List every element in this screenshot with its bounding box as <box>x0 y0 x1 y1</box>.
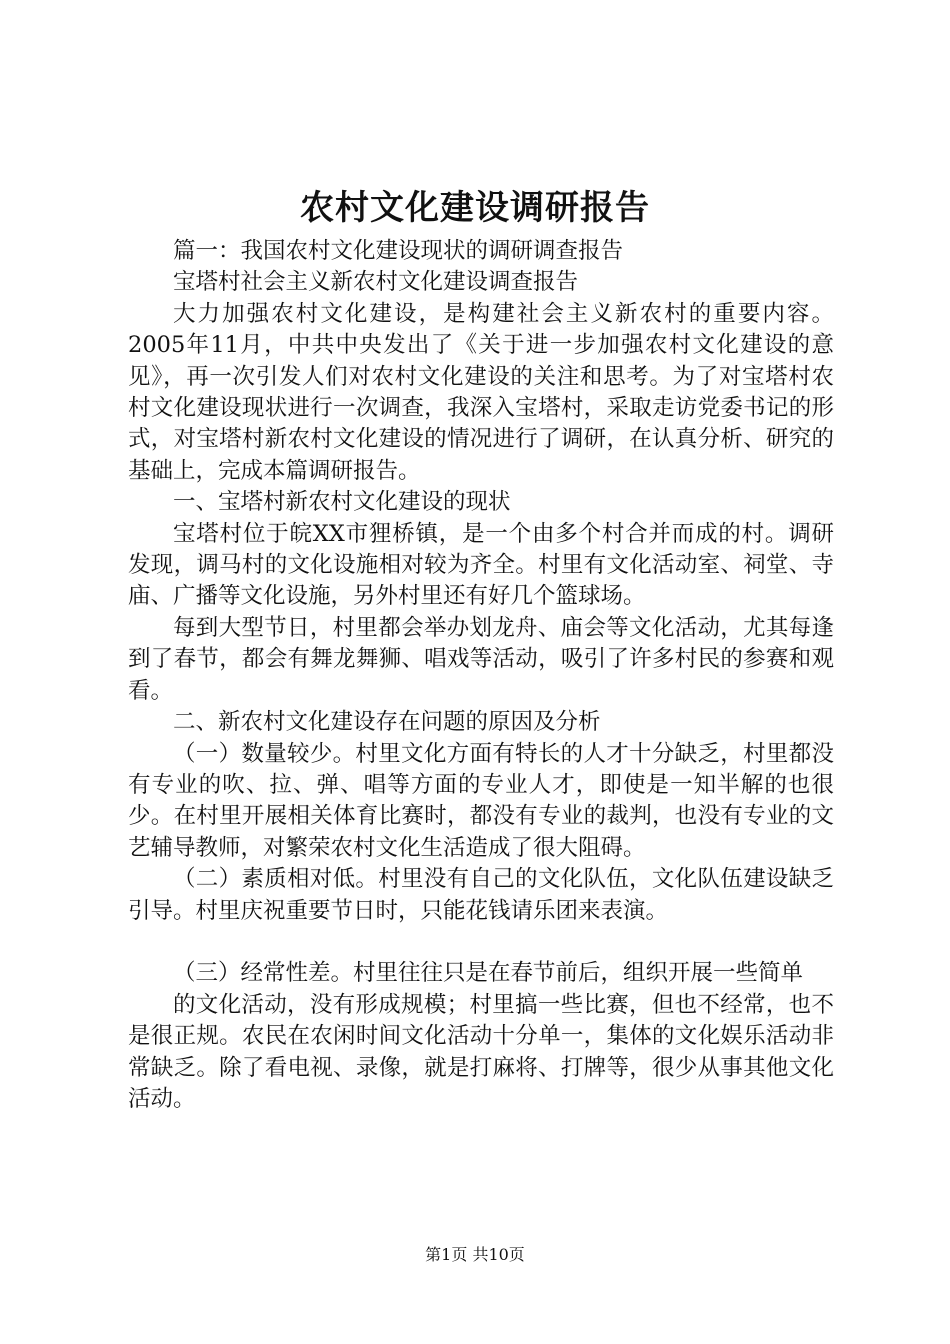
paragraph-8: （三）经常性差。村里往往只是在春节前后，组织开展一些简单 <box>173 960 804 987</box>
document-body <box>128 236 834 1115</box>
section-heading-2: 二、新农村文化建设存在问题的原因及分析 <box>173 709 601 736</box>
paragraph-4: 宝塔村位于皖XX市狸桥镇，是一个由多个村合并而成的村。调研发现，调马村的文化设施相对较为齐全。村里有文化活动室、祠堂、寺庙、广播等文化设施，另外村里还有好几个篮球场。 <box>128 520 834 610</box>
paragraph-5: 每到大型节日，村里都会举办划龙舟、庙会等文化活动，尤其每逢到了春节，都会有舞龙舞狮、唱戏等活动，吸引了许多村民的参赛和观看。 <box>128 614 834 704</box>
section-heading-1: 一、宝塔村新农村文化建设的现状 <box>173 489 511 516</box>
paragraph-1: 篇一：我国农村文化建设现状的调研调查报告 <box>173 238 624 264</box>
paragraph-9: 的文化活动，没有形成规模；村里搞一些比赛，但也不经常，也不是很正规。农民在农闲时间文化活动十分单一，集体的文化娱乐活动非常缺乏。除了看电视、录像，就是打麻将、打牌等，很少从事其他文化活动。 <box>128 991 834 1112</box>
page-footer: 第1页 共10页 <box>425 1245 525 1264</box>
blank-line <box>128 927 834 958</box>
page-title: 农村文化建设调研报告 <box>300 188 650 228</box>
paragraph-2: 宝塔村社会主义新农村文化建设调查报告 <box>173 269 579 296</box>
paragraph-6: （一）数量较少。村里文化方面有特长的人才十分缺乏，村里都没有专业的吹、拉、弹、唱等方面的专业人才，即使是一知半解的也很少。在村里开展相关体育比赛时，都没有专业的裁判，也没有专业的文艺辅导教师，对繁荣农村文化生活造成了很大阻碍。 <box>128 740 834 861</box>
paragraph-3: 大力加强农村文化建设，是构建社会主义新农村的重要内容。2005年11月，中共中央发出了《关于进一步加强农村文化建设的意见》，再一次引发人们对农村文化建设的关注和思考。为了对宝塔村农村文化建设现状进行一次调查，我深入宝塔村，采取走访党委书记的形式，对宝塔村新农村文化建设的情况进行了调研，在认真分析、研究的基础上，完成本篇调研报告。 <box>128 300 834 484</box>
paragraph-7: （二）素质相对低。村里没有自己的文化队伍，文化队伍建设缺乏引导。村里庆祝重要节日时，只能花钱请乐团来表演。 <box>128 866 834 924</box>
